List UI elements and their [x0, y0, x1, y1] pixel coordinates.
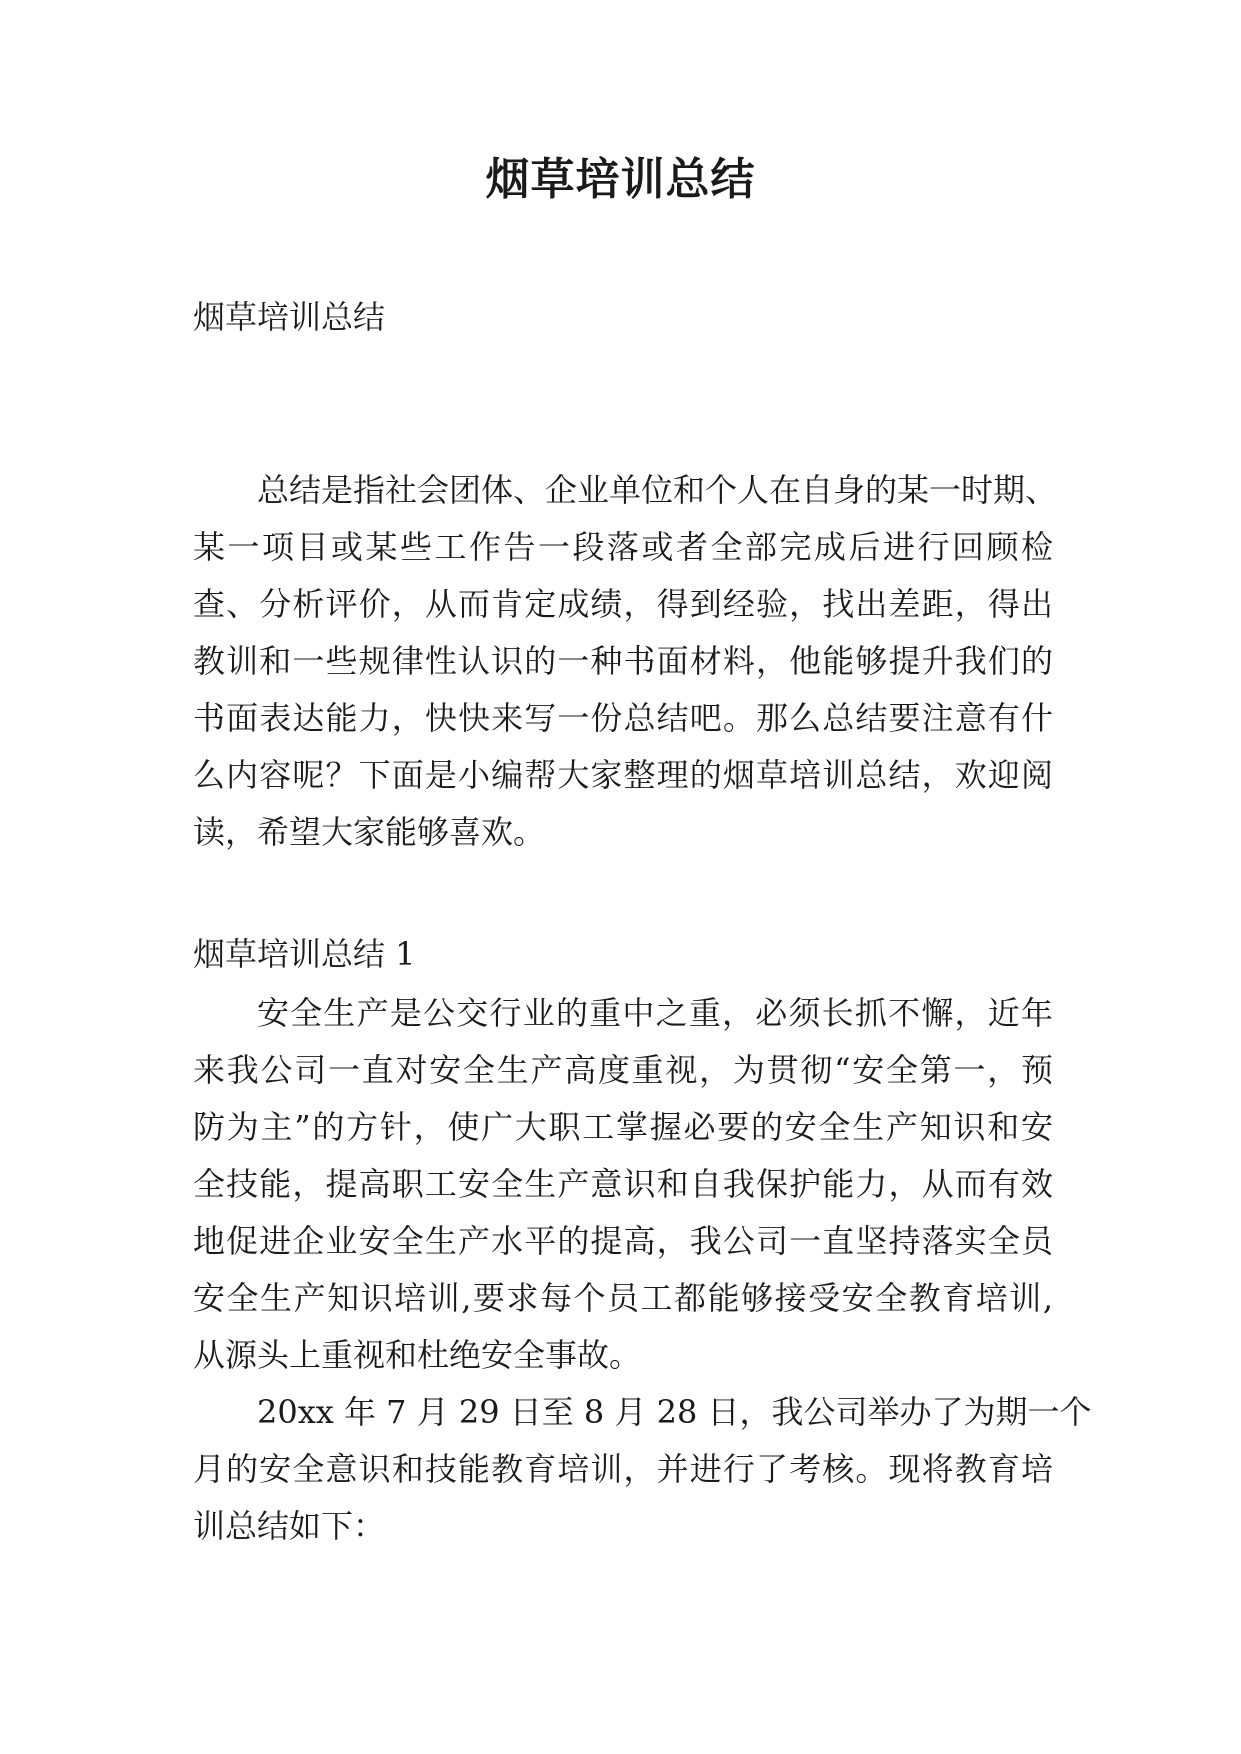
section1-para1-line: 来我公司一直对安全生产高度重视，为贯彻“安全第一，预: [193, 1051, 1053, 1089]
section1-para2-line: 20xx 年 7 月 29 日至 8 月 28 日，我公司举办了为期一个: [257, 1393, 1092, 1431]
intro-line: 书面表达能力，快快来写一份总结吧。那么总结要注意有什: [193, 699, 1053, 737]
section1-para1-line: 地促进企业安全生产水平的提高，我公司一直坚持落实全员: [193, 1222, 1053, 1260]
intro-line: 某一项目或某些工作告一段落或者全部完成后进行回顾检: [193, 528, 1053, 566]
section1-para1-line: 从源头上重视和杜绝安全事故。: [193, 1336, 642, 1374]
document-subtitle: 烟草培训总结: [193, 298, 386, 336]
section1-para2-line: 训总结如下：: [193, 1507, 386, 1545]
section1-para1-line: 防为主”的方针，使广大职工掌握必要的安全生产知识和安: [193, 1108, 1053, 1146]
section1-para1-line: 全技能，提高职工安全生产意识和自我保护能力，从而有效: [193, 1165, 1053, 1203]
intro-line: 么内容呢？下面是小编帮大家整理的烟草培训总结，欢迎阅: [193, 756, 1053, 794]
intro-line: 查、分析评价，从而肯定成绩，得到经验，找出差距，得出: [193, 585, 1053, 623]
section1-para1-line: 安全生产知识培训,要求每个员工都能够接受安全教育培训,: [193, 1279, 1053, 1317]
section-heading: 烟草培训总结 1: [193, 935, 416, 973]
intro-line: 总结是指社会团体、企业单位和个人在自身的某一时期、: [257, 471, 1058, 509]
section1-para2-line: 月的安全意识和技能教育培训，并进行了考核。现将教育培: [193, 1450, 1053, 1488]
intro-line: 教训和一些规律性认识的一种书面材料，他能够提升我们的: [193, 642, 1053, 680]
section1-para1-line: 安全生产是公交行业的重中之重，必须长抓不懈，近年: [257, 994, 1053, 1032]
intro-line: 读，希望大家能够喜欢。: [193, 813, 546, 851]
document-title: 烟草培训总结: [485, 154, 756, 205]
